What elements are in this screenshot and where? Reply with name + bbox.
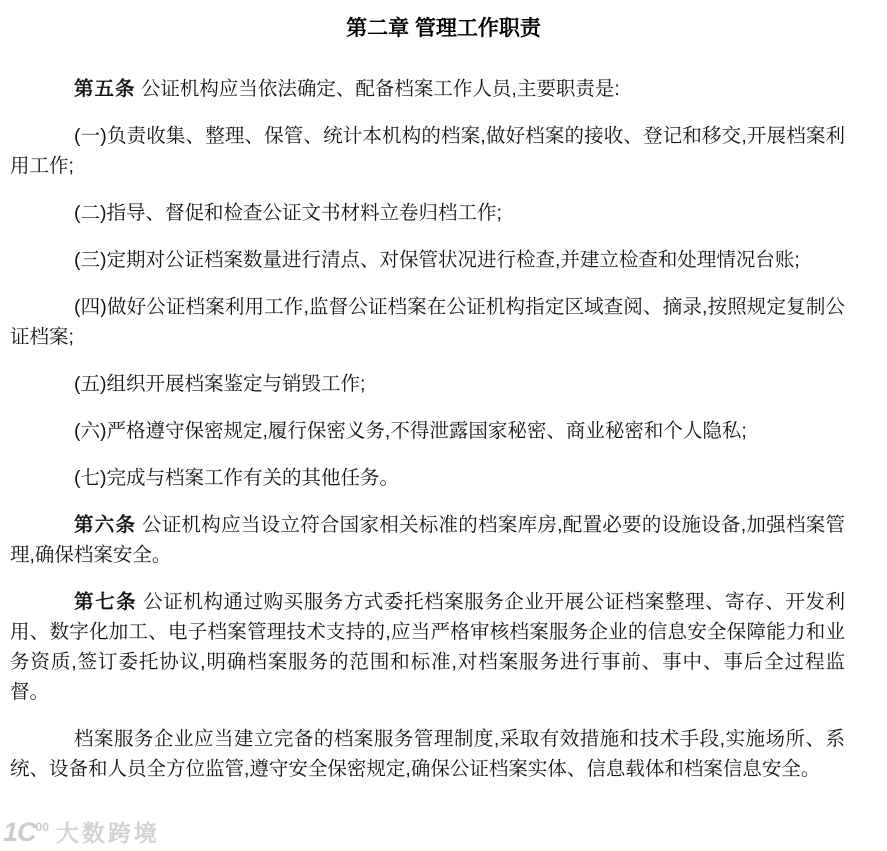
chapter-title: 第二章 管理工作职责	[346, 17, 541, 40]
document-body	[10, 74, 845, 784]
article-number: 第七条	[74, 591, 138, 613]
article-number: 第五条	[74, 78, 136, 100]
paragraph: (一)负责收集、整理、保管、统计本机构的档案,做好档案的接收、登记和移交,开展档案利用工作;	[10, 125, 845, 177]
watermark-logo-text: 1C	[3, 817, 36, 847]
paragraph: (三)定期对公证档案数量进行清点、对保管状况进行检查,并建立检查和处理情况台账;	[74, 249, 800, 271]
watermark-logo-icon	[3, 817, 49, 848]
paragraph: (五)组织开展档案鉴定与销毁工作;	[74, 373, 366, 395]
paragraph: (二)指导、督促和检查公证文书材料立卷归档工作;	[74, 202, 502, 224]
article-number: 第六条	[74, 514, 137, 536]
watermark-brand-text: 大数跨境	[55, 820, 160, 846]
paragraph: 档案服务企业应当建立完备的档案服务管理制度,采取有效措施和技术手段,实施场所、系统、设备和人员全方位监管,遵守安全保密规定,确保公证档案实体、信息载体和档案信息安全。	[10, 728, 845, 780]
article-paragraph: 第五条 公证机构应当依法确定、配备档案工作人员,主要职责是:	[74, 78, 620, 100]
document-page	[0, 14, 887, 851]
paragraph: (四)做好公证档案利用工作,监督公证档案在公证机构指定区域查阅、摘录,按照规定复制公证档案;	[10, 296, 845, 348]
watermark-logo-superscript: 00	[35, 820, 49, 834]
article-paragraph: 第六条 公证机构应当设立符合国家相关标准的档案库房,配置必要的设施设备,加强档案管理,确保档案安全。	[10, 514, 845, 566]
paragraph: (六)严格遵守保密规定,履行保密义务,不得泄露国家秘密、商业秘密和个人隐私;	[74, 420, 747, 442]
article-paragraph: 第七条 公证机构通过购买服务方式委托档案服务企业开展公证档案整理、寄存、开发利用、数字化加工、电子档案管理技术支持的,应当严格审核档案服务企业的信息安全保障能力和业务资质,签订委托协议,明确档案服务的范围和标准,对档案服务进行事前、事中、事后全过程监督。	[10, 591, 845, 703]
paragraph: (七)完成与档案工作有关的其他任务。	[74, 467, 399, 489]
watermark	[3, 815, 160, 848]
